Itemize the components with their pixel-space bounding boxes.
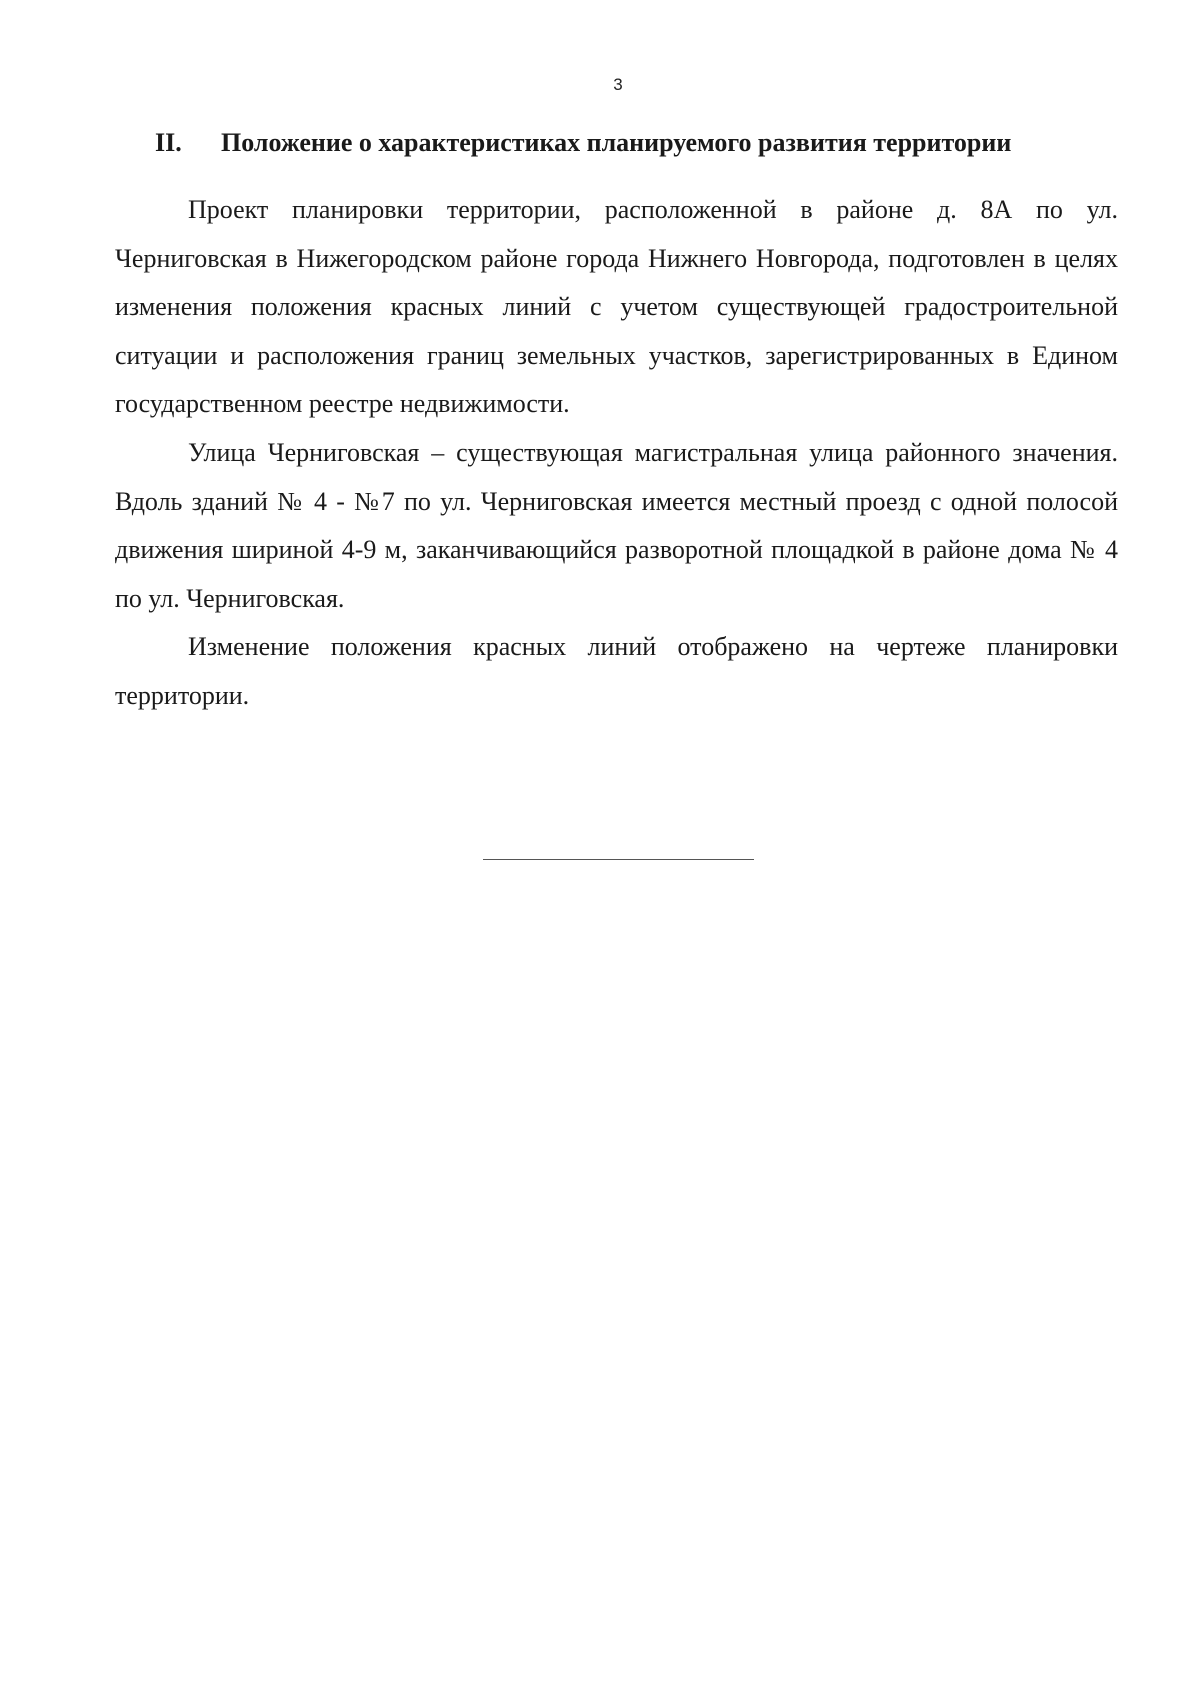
body-text xyxy=(115,186,1118,721)
page-number: 3 xyxy=(613,75,623,94)
paragraph-3: Изменение положения красных линий отображено на чертеже планировки территории. xyxy=(115,632,1118,710)
end-separator-line xyxy=(483,859,754,860)
paragraph-2: Улица Черниговская – существующая магистральная улица районного значения. Вдоль зданий № 4 - №7 по ул. Черниговская имеется местный проезд с одной полосой движения шириной 4-9 м, заканчивающийся разворотной площадкой в районе дома № 4 по ул. Черниговская. xyxy=(115,437,1118,613)
paragraph-1: Проект планировки территории, расположенной в районе д. 8А по ул. Черниговская в Нижегородском районе города Нижнего Новгорода, подготовлен в целях изменения положения красных линий с учетом существующей градостроительной ситуации и расположения границ земельных участков, зарегистрированных в Едином государственном реестре недвижимости. xyxy=(115,195,1118,419)
section-title: Положение о характеристиках планируемого развития территории xyxy=(221,128,1012,157)
section-heading xyxy=(155,126,1105,160)
section-number: II. xyxy=(155,128,182,157)
